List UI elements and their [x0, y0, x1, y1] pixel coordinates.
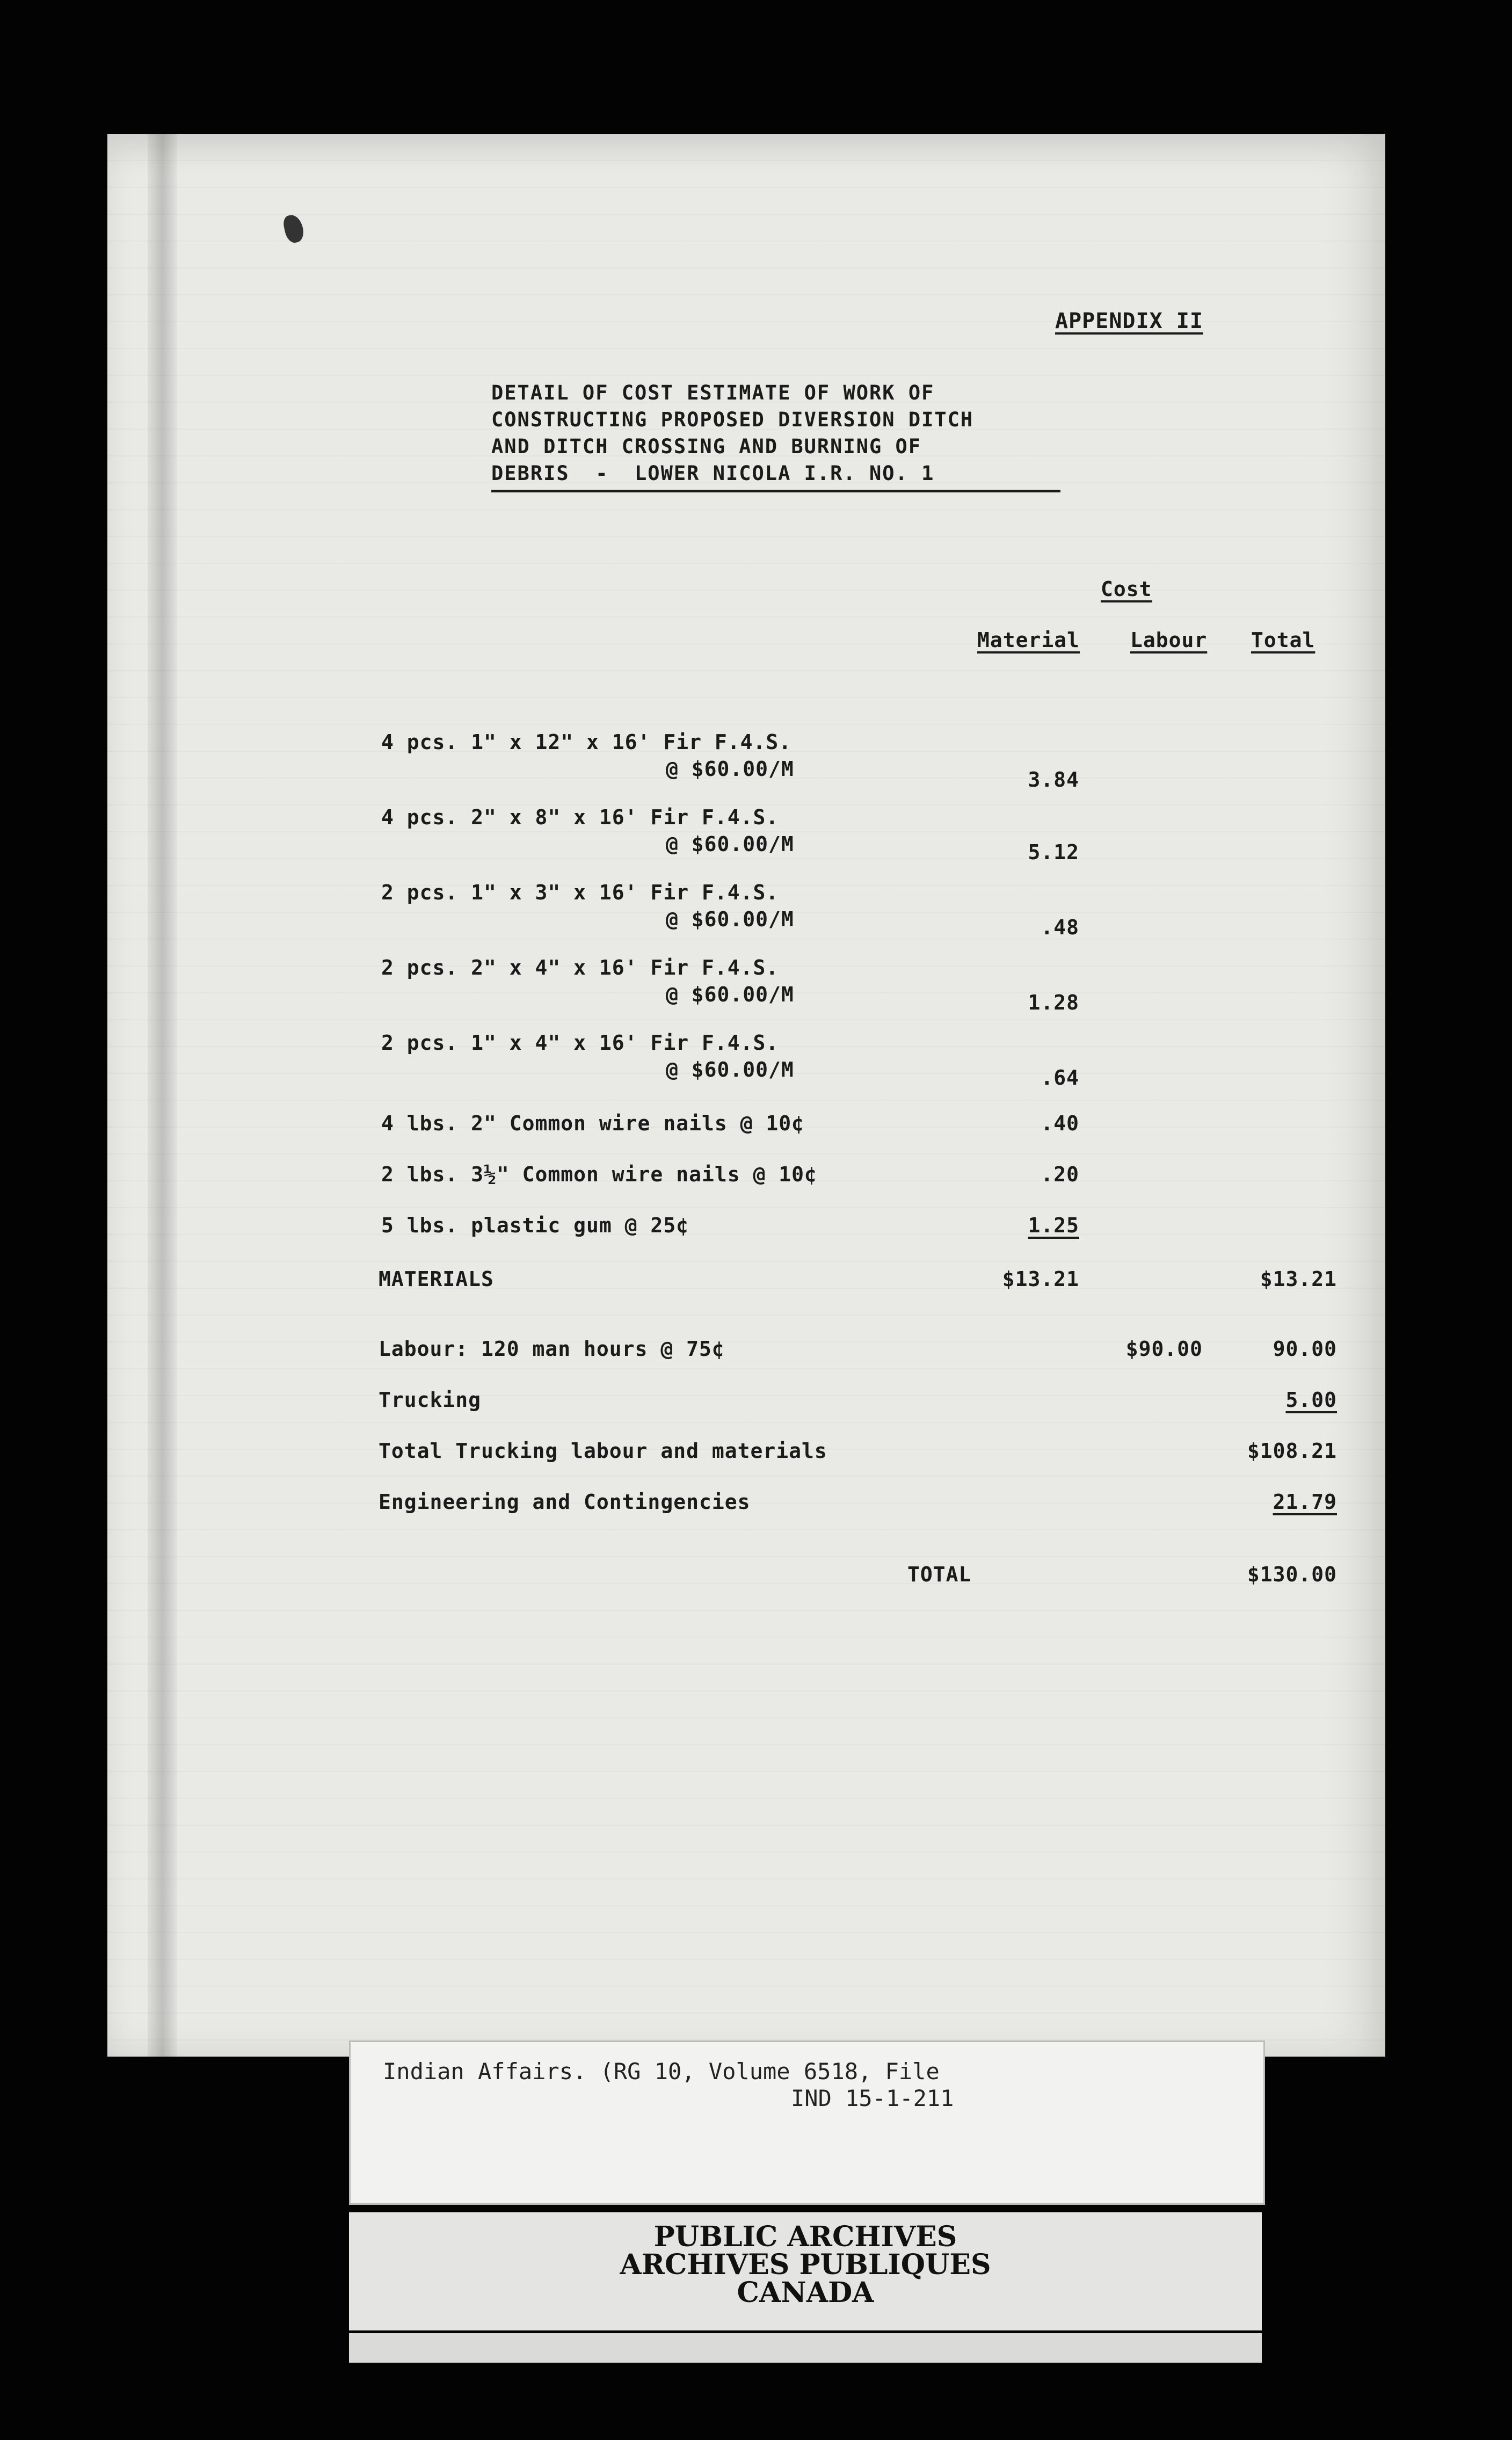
item-material-cost: 3.84	[1028, 768, 1079, 791]
item-description: 4 lbs. 2" Common wire nails @ 10¢	[381, 1112, 804, 1135]
item-material-cost: .64	[1041, 1066, 1079, 1090]
item-description: 2 pcs. 1" x 4" x 16' Fir F.4.S.	[381, 1031, 779, 1055]
item-description: 2 lbs. 3½" Common wire nails @ 10¢	[381, 1163, 817, 1186]
stamp-line-2: ARCHIVES PUBLIQUES	[620, 2248, 991, 2281]
item-material-cost: .48	[1041, 916, 1079, 939]
archive-reference-label	[349, 2040, 1265, 2205]
item-rate: @ $60.00/M	[666, 832, 794, 856]
item-material-cost: 5.12	[1028, 840, 1079, 864]
item-rate: @ $60.00/M	[666, 907, 794, 931]
appendix-label: APPENDIX II	[1055, 309, 1203, 333]
stamp-line-3: CANADA	[737, 2276, 874, 2309]
heading-underline	[491, 490, 1060, 492]
labour-label: Labour: 120 man hours @ 75¢	[379, 1337, 725, 1361]
heading-line-1: DETAIL OF COST ESTIMATE OF WORK OF	[491, 381, 935, 404]
heading-line-3: AND DITCH CROSSING AND BURNING OF	[491, 435, 922, 458]
column-header-labour: Labour	[1130, 628, 1208, 652]
item-description: 2 pcs. 1" x 3" x 16' Fir F.4.S.	[381, 881, 779, 904]
column-group-cost: Cost	[1101, 577, 1152, 601]
trucking-label: Trucking	[379, 1388, 482, 1412]
labour-cost: $90.00	[1125, 1337, 1203, 1361]
item-material-cost: .40	[1041, 1112, 1079, 1135]
grand-total-label: TOTAL	[907, 1563, 972, 1586]
trucking-total: 5.00	[1285, 1388, 1337, 1412]
archive-reference-line-1: Indian Affairs. (RG 10, Volume 6518, File	[383, 2058, 940, 2085]
stamp-line-1: PUBLIC ARCHIVES	[653, 2220, 957, 2253]
item-description: 4 pcs. 2" x 8" x 16' Fir F.4.S.	[381, 805, 779, 829]
materials-total: $13.21	[1260, 1267, 1337, 1291]
item-description: 5 lbs. plastic gum @ 25¢	[381, 1214, 689, 1237]
column-header-material: Material	[977, 628, 1080, 652]
item-rate: @ $60.00/M	[666, 1058, 794, 1081]
item-rate: @ $60.00/M	[666, 757, 794, 781]
heading-line-4: DEBRIS - LOWER NICOLA I.R. NO. 1	[491, 462, 935, 485]
total-trucking-label: Total Trucking labour and materials	[379, 1439, 827, 1463]
engineering-total: 21.79	[1273, 1490, 1337, 1514]
item-description: 2 pcs. 2" x 4" x 16' Fir F.4.S.	[381, 956, 779, 979]
item-material-cost: .20	[1041, 1163, 1079, 1186]
item-material-cost: 1.28	[1028, 991, 1079, 1014]
materials-material-subtotal: $13.21	[1002, 1267, 1079, 1291]
column-header-total: Total	[1251, 628, 1315, 652]
grand-total-value: $130.00	[1247, 1563, 1337, 1586]
total-trucking-value: $108.21	[1247, 1439, 1337, 1463]
engineering-label: Engineering and Contingencies	[379, 1490, 751, 1514]
archive-reference-line-2: IND 15-1-211	[791, 2085, 954, 2111]
page-fold-shadow	[148, 134, 177, 2057]
materials-label: MATERIALS	[379, 1267, 494, 1291]
item-description: 4 pcs. 1" x 12" x 16' Fir F.4.S.	[381, 730, 792, 754]
item-rate: @ $60.00/M	[666, 983, 794, 1006]
heading-line-2: CONSTRUCTING PROPOSED DIVERSION DITCH	[491, 408, 974, 431]
public-archives-stamp	[349, 2212, 1262, 2330]
label-bottom-strip	[349, 2333, 1262, 2363]
item-material-cost: 1.25	[1028, 1214, 1079, 1237]
labour-total: 90.00	[1273, 1337, 1337, 1361]
